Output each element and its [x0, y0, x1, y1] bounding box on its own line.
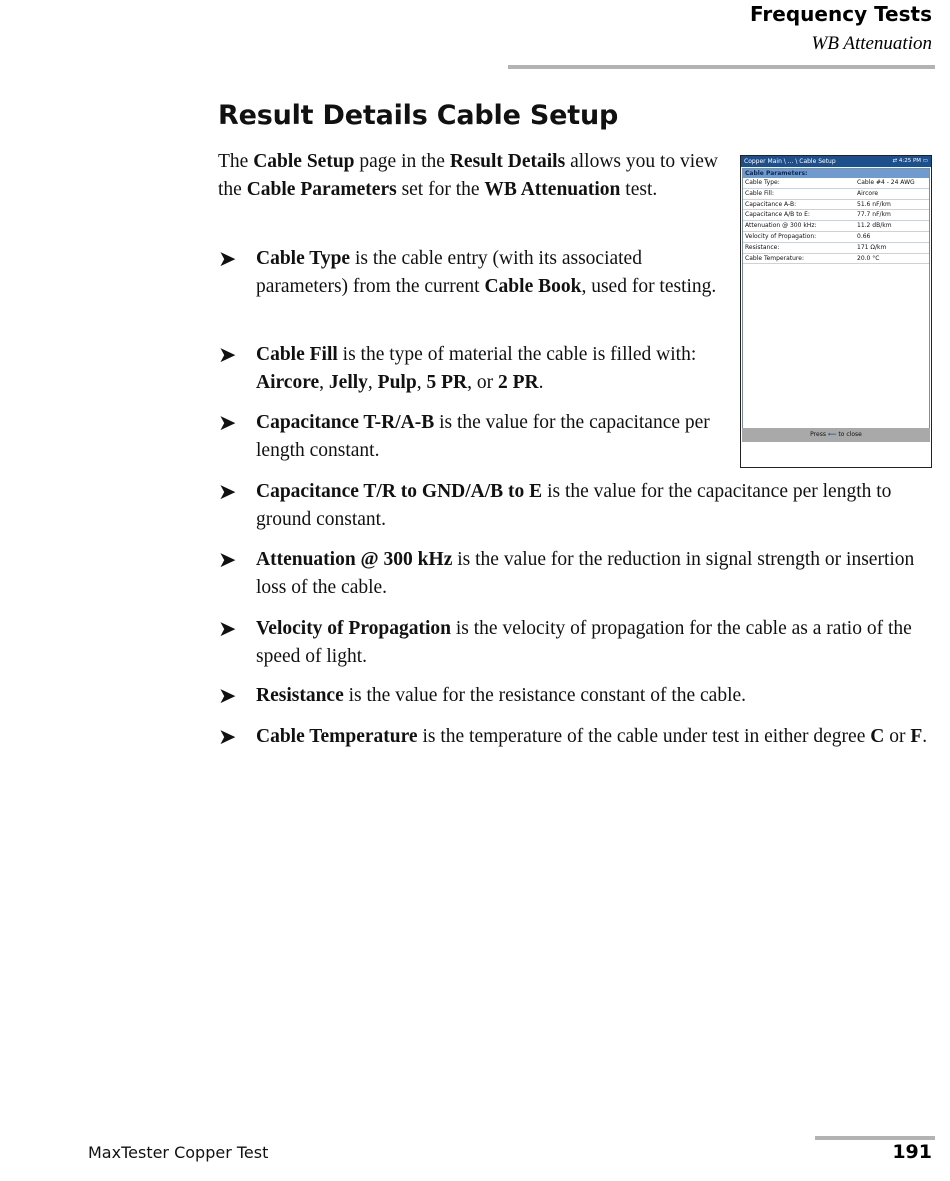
bullet-text: Resistance is the value for the resistance constant of the cable. — [256, 685, 747, 706]
bullet-text: Capacitance T/R to GND/A/B to E is the value for the capacitance per length to ground constant. — [256, 481, 892, 530]
param-row: Velocity of Propagation: 0.66 — [743, 232, 929, 243]
bullet-text: Velocity of Propagation is the velocity of propagation for the cable as a ratio of the speed of light. — [256, 618, 912, 667]
param-row: Capacitance A-B: 51.6 nF/km — [743, 200, 929, 211]
param-row: Cable Temperature: 20.0 °C — [743, 254, 929, 265]
bullet-arrow-icon: ➤ — [218, 479, 237, 504]
header-rule — [508, 65, 935, 69]
param-row: Attenuation @ 300 kHz: 11.2 dB/km — [743, 221, 929, 232]
bullet-cable-temperature — [218, 723, 932, 751]
bullet-arrow-icon: ➤ — [218, 342, 237, 367]
bullet-text: Capacitance T-R/A-B is the value for the capacitance per length constant. — [256, 412, 710, 461]
back-arrow-icon: ⟵ — [827, 431, 837, 438]
intro-paragraph: The Cable Setup page in the Result Details allows you to view the Cable Parameters set for the WB Attenuation test. — [218, 151, 718, 200]
param-row: Cable Type: Cable #4 - 24 AWG — [743, 178, 929, 189]
bullet-arrow-icon: ➤ — [218, 547, 237, 572]
screenshot-status: ⇄ 4:25 PM ▭ — [892, 158, 928, 164]
section-title: Result Details Cable Setup — [218, 100, 619, 131]
bullet-cable-type — [218, 245, 738, 301]
screenshot-breadcrumb: Copper Main \ ... \ Cable Setup — [744, 158, 836, 165]
param-row: Capacitance A/B to E: 77.7 nF/km — [743, 210, 929, 221]
param-row: Cable Fill: Aircore — [743, 189, 929, 200]
bullet-arrow-icon: ➤ — [218, 683, 237, 708]
bullet-text: Cable Temperature is the temperature of the cable under test in either degree C or F. — [256, 726, 928, 747]
bullet-arrow-icon: ➤ — [218, 616, 237, 641]
footer-product-name: MaxTester Copper Test — [88, 1143, 269, 1162]
screenshot-time: 4:25 PM — [898, 158, 922, 164]
bullet-arrow-icon: ➤ — [218, 410, 237, 435]
cable-parameters-header: Cable Parameters: — [743, 169, 929, 178]
running-header-subtitle: WB Attenuation — [811, 33, 932, 54]
screenshot-screen — [742, 168, 930, 438]
bullet-arrow-icon: ➤ — [218, 246, 237, 271]
param-row: Resistance: 171 Ω/km — [743, 243, 929, 254]
bullet-attenuation — [218, 546, 932, 602]
bullet-capacitance-tr — [218, 409, 738, 465]
bullet-cable-fill — [218, 341, 738, 397]
bullet-velocity — [218, 615, 932, 671]
bullet-capacitance-gnd — [218, 478, 932, 534]
footer-rule — [815, 1136, 935, 1140]
screenshot-footer: Press ⟵ to close — [742, 428, 930, 442]
bullet-text: Cable Type is the cable entry (with its associated parameters) from the current Cable Book, used for testing. — [256, 248, 717, 297]
bullet-resistance — [218, 682, 932, 710]
page-number: 191 — [892, 1141, 932, 1163]
bullet-arrow-icon: ➤ — [218, 724, 237, 749]
running-header-title: Frequency Tests — [750, 2, 932, 26]
bullet-text: Cable Fill is the type of material the cable is filled with: Aircore, Jelly, Pulp, 5 PR, or 2 PR. — [256, 344, 697, 393]
bullet-text: Attenuation @ 300 kHz is the value for the reduction in signal strength or insertion loss of the cable. — [256, 549, 915, 598]
cable-setup-screenshot — [740, 155, 932, 468]
screenshot-title-bar — [741, 156, 931, 167]
